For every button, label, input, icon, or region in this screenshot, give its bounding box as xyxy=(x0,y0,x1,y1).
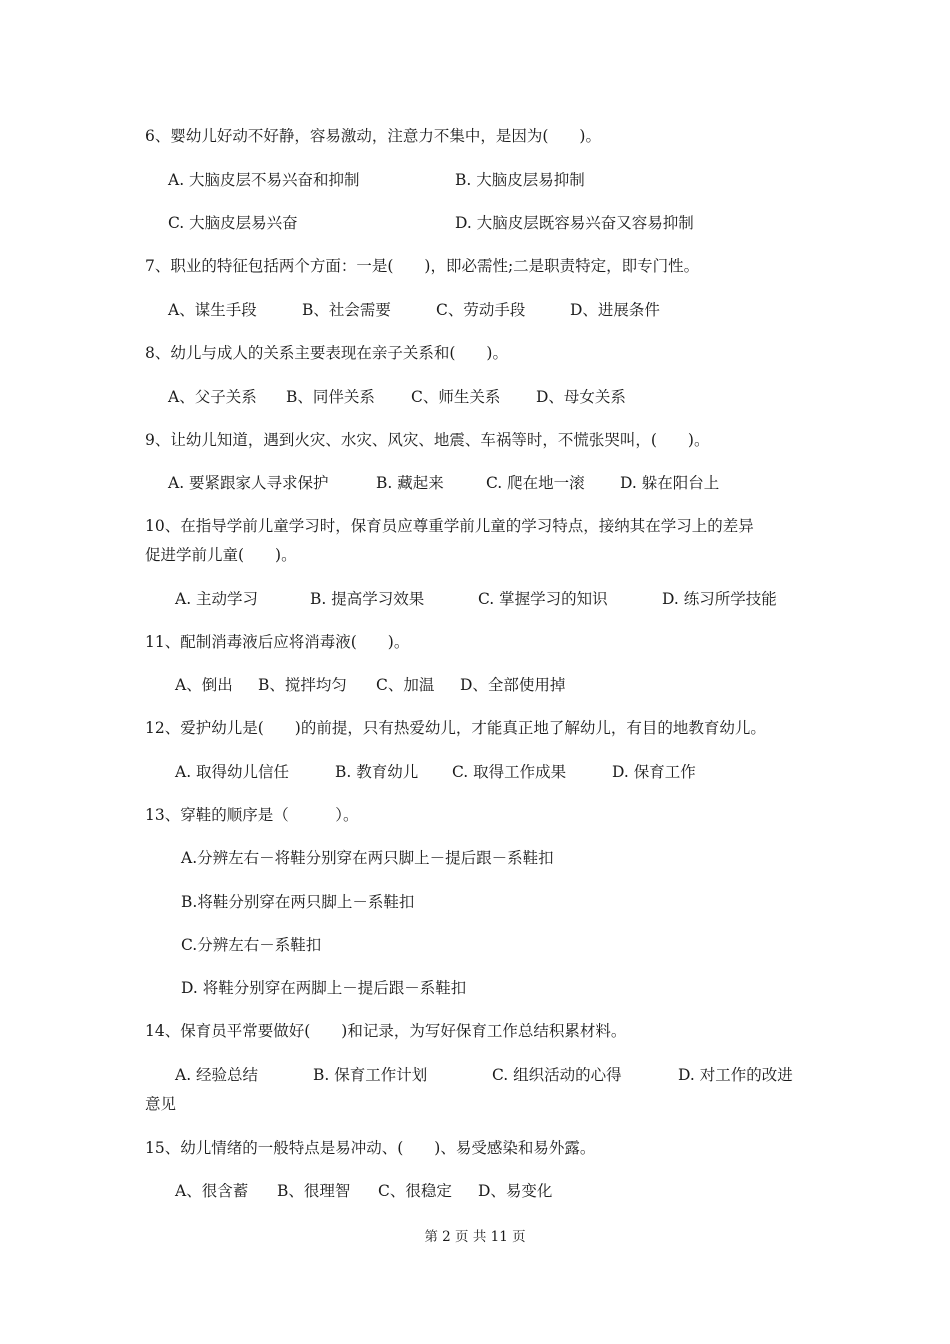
question-9-option-d: D. 躲在阳台上 xyxy=(620,474,720,492)
question-8-option-a: A、父子关系 xyxy=(168,388,257,406)
question-11-option-a: A、倒出 xyxy=(175,676,233,694)
question-7-stem: 7、职业的特征包括两个方面：一是( )，即必需性;二是职责特定，即专门性。 xyxy=(145,257,700,275)
question-6-option-d: D. 大脑皮层既容易兴奋又容易抑制 xyxy=(455,214,694,232)
question-10-option-d: D. 练习所学技能 xyxy=(662,590,777,608)
question-10-option-a: A. 主动学习 xyxy=(175,590,259,608)
question-10-stem-line-1: 10、在指导学前儿童学习时，保育员应尊重学前儿童的学习特点，接纳其在学习上的差异 xyxy=(145,517,754,535)
question-10-option-c: C. 掌握学习的知识 xyxy=(478,590,608,608)
question-8-option-d: D、母女关系 xyxy=(536,388,626,406)
question-10-option-b: B. 提高学习效果 xyxy=(310,590,425,608)
question-6-option-b: B. 大脑皮层易抑制 xyxy=(455,171,585,189)
question-15-stem: 15、幼儿情绪的一般特点是易冲动、( )、易受感染和易外露。 xyxy=(145,1139,596,1157)
question-14-option-b: B. 保育工作计划 xyxy=(313,1066,428,1084)
question-12-stem: 12、爱护幼儿是( )的前提，只有热爱幼儿，才能真正地了解幼儿，有目的地教育幼儿。 xyxy=(145,719,766,737)
question-10-stem-line-2: 促进学前儿童( )。 xyxy=(145,546,297,564)
question-13-stem: 13、穿鞋的顺序是（ ）。 xyxy=(145,806,359,824)
question-14-option-a: A. 经验总结 xyxy=(175,1066,259,1084)
question-11-stem: 11、配制消毒液后应将消毒液( )。 xyxy=(145,633,410,651)
question-9-stem: 9、让幼儿知道，遇到火灾、水灾、风灾、地震、车祸等时，不慌张哭叫，( )。 xyxy=(145,431,710,449)
question-11-option-c: C、加温 xyxy=(376,676,435,694)
question-7-option-c: C、劳动手段 xyxy=(436,301,526,319)
question-7-option-d: D、进展条件 xyxy=(570,301,660,319)
question-13-option-c: C.分辨左右－系鞋扣 xyxy=(181,936,322,954)
question-6-stem: 6、婴幼儿好动不好静，容易激动，注意力不集中，是因为( )。 xyxy=(145,127,601,145)
question-15-option-d: D、易变化 xyxy=(478,1182,553,1200)
question-15-option-b: B、很理智 xyxy=(277,1182,351,1200)
question-7-option-b: B、社会需要 xyxy=(302,301,391,319)
question-11-option-d: D、全部使用掉 xyxy=(460,676,566,694)
question-14-option-c: C. 组织活动的心得 xyxy=(492,1066,622,1084)
question-13-option-b: B.将鞋分别穿在两只脚上－系鞋扣 xyxy=(181,893,415,911)
question-7-option-a: A、谋生手段 xyxy=(168,301,257,319)
page-number-footer: 第 2 页 共 11 页 xyxy=(424,1229,526,1245)
question-9-option-a: A. 要紧跟家人寻求保护 xyxy=(168,474,329,492)
question-11-option-b: B、搅拌均匀 xyxy=(258,676,347,694)
question-9-option-c: C. 爬在地一滚 xyxy=(486,474,585,492)
question-12-option-a: A. 取得幼儿信任 xyxy=(175,763,290,781)
question-12-option-d: D. 保育工作 xyxy=(612,763,696,781)
question-13-option-a: A.分辨左右－将鞋分别穿在两只脚上－提后跟－系鞋扣 xyxy=(181,849,554,867)
question-6-option-c: C. 大脑皮层易兴奋 xyxy=(168,214,298,232)
question-8-stem: 8、幼儿与成人的关系主要表现在亲子关系和( )。 xyxy=(145,344,508,362)
question-12-option-c: C. 取得工作成果 xyxy=(452,763,567,781)
question-8-option-c: C、师生关系 xyxy=(411,388,501,406)
question-13-option-d: D. 将鞋分别穿在两脚上－提后跟－系鞋扣 xyxy=(181,979,467,997)
question-15-option-c: C、很稳定 xyxy=(378,1182,452,1200)
question-15-option-a: A、很含蓄 xyxy=(175,1182,249,1200)
question-9-option-b: B. 藏起来 xyxy=(376,474,444,492)
question-14-option-d: D. 对工作的改进 xyxy=(678,1066,793,1084)
question-14-stem: 14、保育员平常要做好( )和记录，为写好保育工作总结积累材料。 xyxy=(145,1022,627,1040)
question-6-option-a: A. 大脑皮层不易兴奋和抑制 xyxy=(168,171,360,189)
question-14-option-d-continued: 意见 xyxy=(145,1095,177,1113)
question-8-option-b: B、同伴关系 xyxy=(286,388,375,406)
question-12-option-b: B. 教育幼儿 xyxy=(335,763,419,781)
